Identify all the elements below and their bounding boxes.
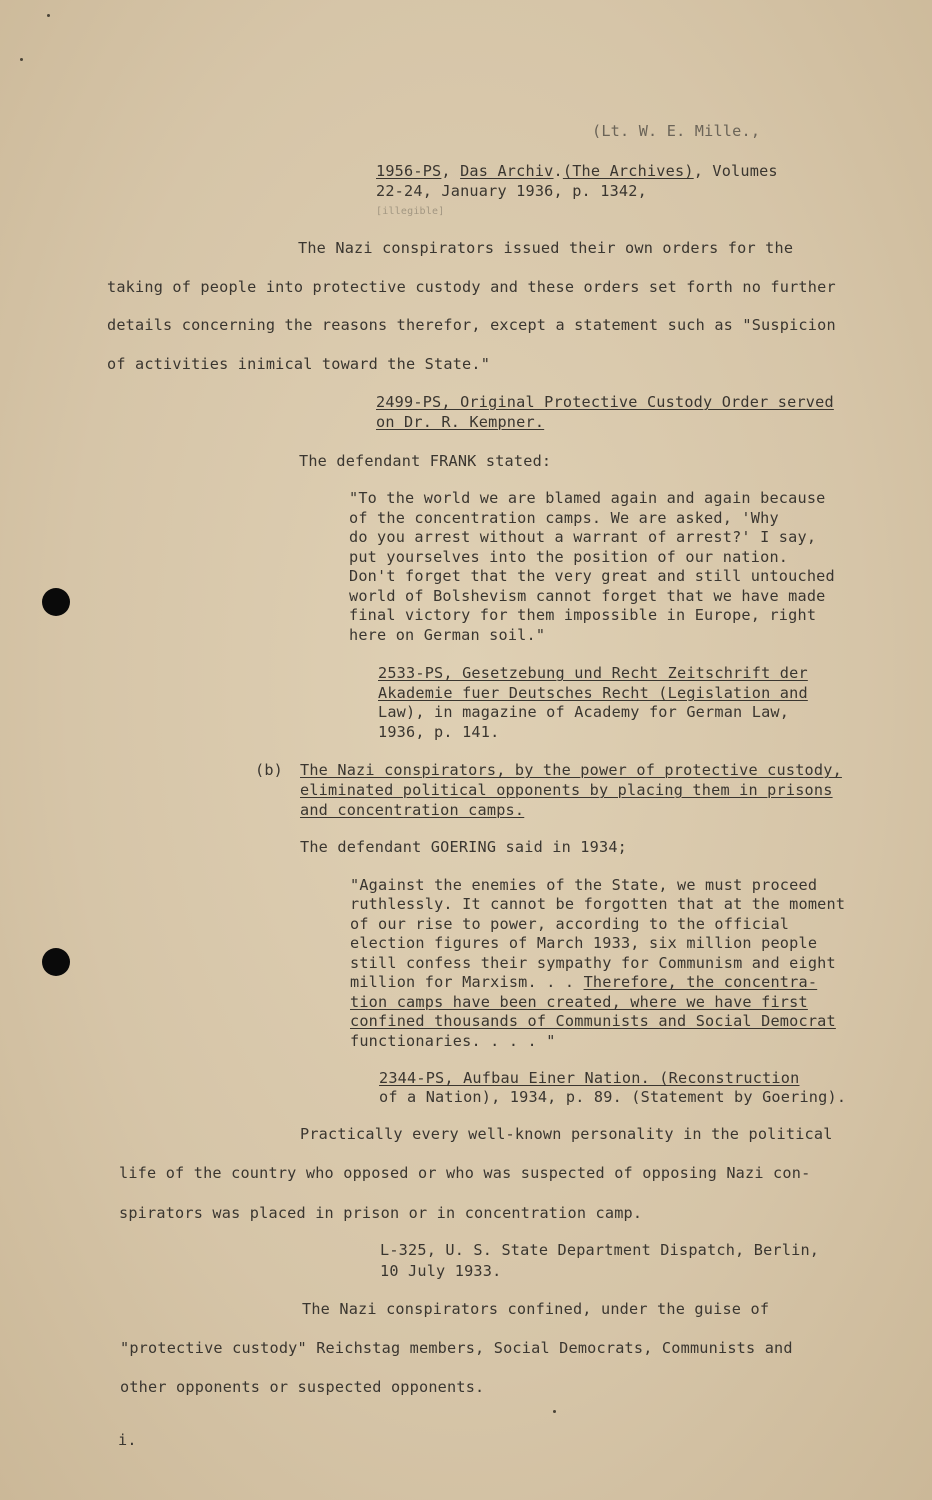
frank-quote-line-8: here on German soil."	[349, 626, 546, 644]
punch-hole-bottom	[42, 948, 70, 976]
goering-quote-line-6	[350, 973, 817, 993]
frank-intro: The defendant FRANK stated:	[299, 452, 552, 470]
paragraph-3-line-2: "protective custody" Reichstag members, Social Democrats, Communists and	[120, 1339, 793, 1357]
citation-1956-line-3: [illegible]	[376, 206, 445, 217]
paragraph-1-line-1: The Nazi conspirators issued their own orders for the	[298, 239, 794, 257]
citation-2533-line-4: 1936, p. 141.	[378, 723, 500, 741]
section-b-line-2: eliminated political opponents by placing them in prisons	[300, 781, 833, 799]
paragraph-1-line-4: of activities inimical toward the State."	[107, 355, 491, 373]
citation-l325-line-1: L-325, U. S. State Department Dispatch, Berlin,	[380, 1241, 820, 1259]
page-number: i.	[118, 1431, 137, 1449]
frank-quote-line-3: do you arrest without a warrant of arrest?' I say,	[349, 528, 817, 546]
section-b-label: (b)	[255, 761, 284, 779]
goering-quote-line-6b: Therefore, the concentra-	[583, 973, 818, 991]
paragraph-2-line-2: life of the country who opposed or who was suspected of opposing Nazi con-	[119, 1164, 811, 1182]
paragraph-3-line-3: other opponents or suspected opponents.	[120, 1378, 485, 1396]
citation-2499-line-2: on Dr. R. Kempner.	[376, 413, 545, 431]
speck	[553, 1410, 556, 1413]
goering-quote-line-6a: million for Marxism. . .	[350, 973, 584, 991]
goering-quote-line-5: still confess their sympathy for Communism and eight	[350, 954, 836, 972]
frank-quote-line-6: world of Bolshevism cannot forget that we have made	[349, 587, 826, 605]
citation-2499-line-1: 2499-PS, Original Protective Custody Order served	[376, 393, 834, 411]
goering-quote-line-8: confined thousands of Communists and Social Democrat	[350, 1012, 836, 1030]
citation-2533-line-2: Akademie fuer Deutsches Recht (Legislation and	[378, 684, 808, 702]
paragraph-1-line-2: taking of people into protective custody and these orders set forth no further	[107, 278, 836, 296]
goering-intro: The defendant GOERING said in 1934;	[300, 838, 628, 856]
citation-title: Das Archiv	[460, 162, 554, 180]
frank-quote-line-4: put yourselves into the position of our nation.	[349, 548, 789, 566]
citation-2533-line-3: Law), in magazine of Academy for German Law,	[378, 703, 790, 721]
frank-quote-line-7: final victory for them impossible in Europe, right	[349, 606, 817, 624]
goering-quote-line-3: of our rise to power, according to the official	[350, 915, 790, 933]
goering-quote-line-2: ruthlessly. It cannot be forgotten that at the moment	[350, 895, 846, 913]
frank-quote-line-2: of the concentration camps. We are asked, 'Why	[349, 509, 779, 527]
goering-quote-line-9: functionaries. . . . "	[350, 1032, 556, 1050]
goering-quote-line-1: "Against the enemies of the State, we must proceed	[350, 876, 818, 894]
citation-l325-line-2: 10 July 1933.	[380, 1262, 502, 1280]
frank-quote-line-1: "To the world we are blamed again and again because	[349, 489, 826, 507]
goering-quote-line-7: tion camps have been created, where we have first	[350, 993, 808, 1011]
frank-quote-line-5: Don't forget that the very great and still untouched	[349, 567, 835, 585]
speck	[20, 58, 23, 61]
section-b-line-3: and concentration camps.	[300, 801, 525, 819]
annotator-note: (Lt. W. E. Mille.,	[592, 122, 761, 140]
citation-ref: 1956-PS	[376, 162, 442, 180]
punch-hole-top	[42, 588, 70, 616]
paragraph-1-line-3: details concerning the reasons therefor, except a statement such as "Suspicion	[107, 316, 836, 334]
goering-quote-line-4: election figures of March 1933, six million people	[350, 934, 818, 952]
paragraph-3-line-1: The Nazi conspirators confined, under the guise of	[302, 1300, 770, 1318]
citation-translation: (The Archives)	[562, 162, 694, 180]
paragraph-2-line-3: spirators was placed in prison or in concentration camp.	[119, 1204, 643, 1222]
citation-2344-line-1: 2344-PS, Aufbau Einer Nation. (Reconstruction	[379, 1069, 800, 1087]
paragraph-2-line-1: Practically every well-known personality in the political	[300, 1125, 833, 1143]
citation-2344-line-2: of a Nation), 1934, p. 89. (Statement by Goering).	[379, 1088, 847, 1106]
citation-rest: Volumes	[712, 162, 778, 180]
citation-1956-line-1: 1956-PS, Das Archiv.(The Archives), Volumes	[376, 162, 778, 180]
citation-2533-line-1: 2533-PS, Gesetzebung und Recht Zeitschrift der	[378, 664, 808, 682]
speck	[47, 14, 50, 17]
section-b-line-1: The Nazi conspirators, by the power of protective custody,	[300, 761, 842, 779]
citation-1956-line-2: 22-24, January 1936, p. 1342,	[376, 182, 647, 200]
